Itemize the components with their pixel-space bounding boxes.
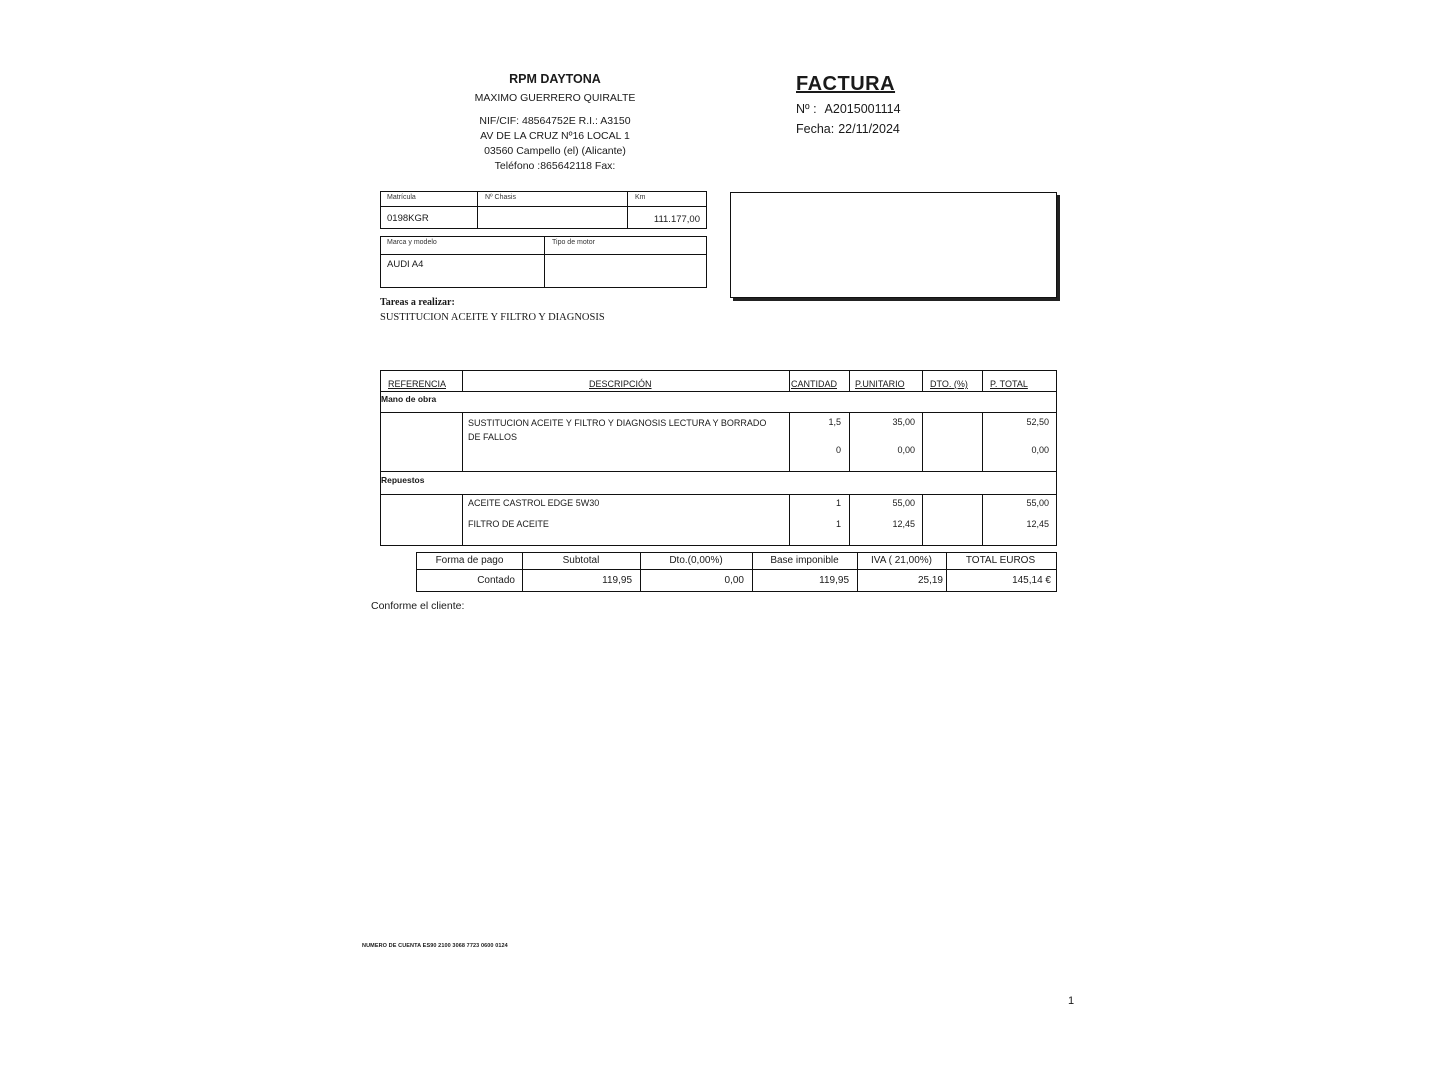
labor-row-2-qty: 0 [835,445,841,455]
parts-row-1-qty: 1 [835,498,841,508]
plate-value: 0198KGR [387,213,429,224]
parts-row-2-unit: 12,45 [892,519,915,529]
invoice-date-label: Fecha: [796,122,835,136]
items-table-header [380,370,1057,392]
col-unit: P.UNITARIO [855,379,905,389]
chassis-label: Nº Chasis [485,194,516,201]
plate-label: Matrícula [387,194,416,201]
parts-section-label: Repuestos [381,475,425,485]
totals-head-total: TOTAL EUROS [965,555,1036,566]
labor-block [380,412,1057,472]
parts-row-1-desc: ACEITE CASTROL EDGE 5W30 [468,498,600,508]
company-address: AV DE LA CRUZ Nº16 LOCAL 1 [480,130,630,142]
company-phone: Teléfono :865642118 Fax: [494,160,616,172]
totals-grand-total: 145,14 € [1012,575,1051,586]
col-dto: DTO. (%) [930,379,968,389]
col-ref: REFERENCIA [388,379,447,389]
parts-row-2-desc: FILTRO DE ACEITE [468,519,549,529]
parts-row-1-unit: 55,00 [892,498,915,508]
labor-row-1-total: 52,50 [1026,417,1049,427]
company-owner: MAXIMO GUERRERO QUIRALTE [474,92,636,104]
model-label: Marca y modelo [387,239,437,246]
model-value: AUDI A4 [387,259,424,270]
totals-head-dto: Dto.(0,00%) [669,555,723,566]
invoice-date-line [796,122,901,136]
company-nif: NIF/CIF: 48564752E R.I.: A3150 [479,115,631,127]
tasks-text: SUSTITUCION ACEITE Y FILTRO Y DIAGNOSIS [380,312,605,323]
bank-account: NUMERO DE CUENTA ES90 2100 3068 7723 0600 0124 [362,943,508,949]
labor-section-label: Mano de obra [381,394,437,404]
tasks-title: Tareas a realizar: [380,297,455,308]
totals-dto: 0,00 [724,575,744,586]
labor-description: SUSTITUCION ACEITE Y FILTRO Y DIAGNOSIS LECTURA Y BORRADO DE FALLOS [468,418,767,442]
labor-section-row [380,392,1057,412]
parts-row-2-total: 12,45 [1026,519,1049,529]
labor-row-2-total: 0,00 [1031,445,1049,455]
labor-row-1-unit: 35,00 [892,417,915,427]
company-header [440,72,670,174]
invoice-title: FACTURA [796,73,896,95]
totals-subtotal: 119,95 [602,575,632,586]
invoice-date: 22/11/2024 [838,122,900,136]
invoice-number: A2015001114 [824,102,901,116]
page-number: 1 [1068,995,1075,1007]
col-total: P. TOTAL [990,379,1028,389]
totals-head-iva: IVA ( 21,00%) [871,555,932,566]
col-desc: DESCRIPCIÓN [589,379,652,389]
invoice-number-label: Nº : [796,102,817,116]
client-signature-label: Conforme el cliente: [371,600,465,612]
km-value: 111.177,00 [653,214,700,225]
invoice-number-line [796,102,901,116]
totals-table [416,552,1057,592]
client-address-box [730,192,1057,298]
totals-payment: Contado [477,575,515,586]
parts-row-2-qty: 1 [835,519,841,529]
vehicle-id-box [380,191,707,229]
totals-base: 119,95 [819,575,849,586]
labor-row-1-qty: 1,5 [828,417,841,427]
parts-block [380,494,1057,546]
parts-section-row [380,472,1057,494]
parts-row-1-total: 55,00 [1026,498,1049,508]
engine-label: Tipo de motor [552,239,595,246]
totals-head-base: Base imponible [770,555,839,566]
vehicle-model-box [380,236,707,288]
company-city: 03560 Campello (el) (Alicante) [484,145,626,157]
km-label: Km [635,194,646,201]
company-name: RPM DAYTONA [509,72,601,86]
totals-head-subtotal: Subtotal [562,555,600,566]
totals-head-payment: Forma de pago [435,555,504,566]
labor-row-2-unit: 0,00 [897,445,915,455]
totals-iva: 25,19 [917,575,943,586]
col-qty: CANTIDAD [791,379,838,389]
invoice-header [796,73,901,136]
